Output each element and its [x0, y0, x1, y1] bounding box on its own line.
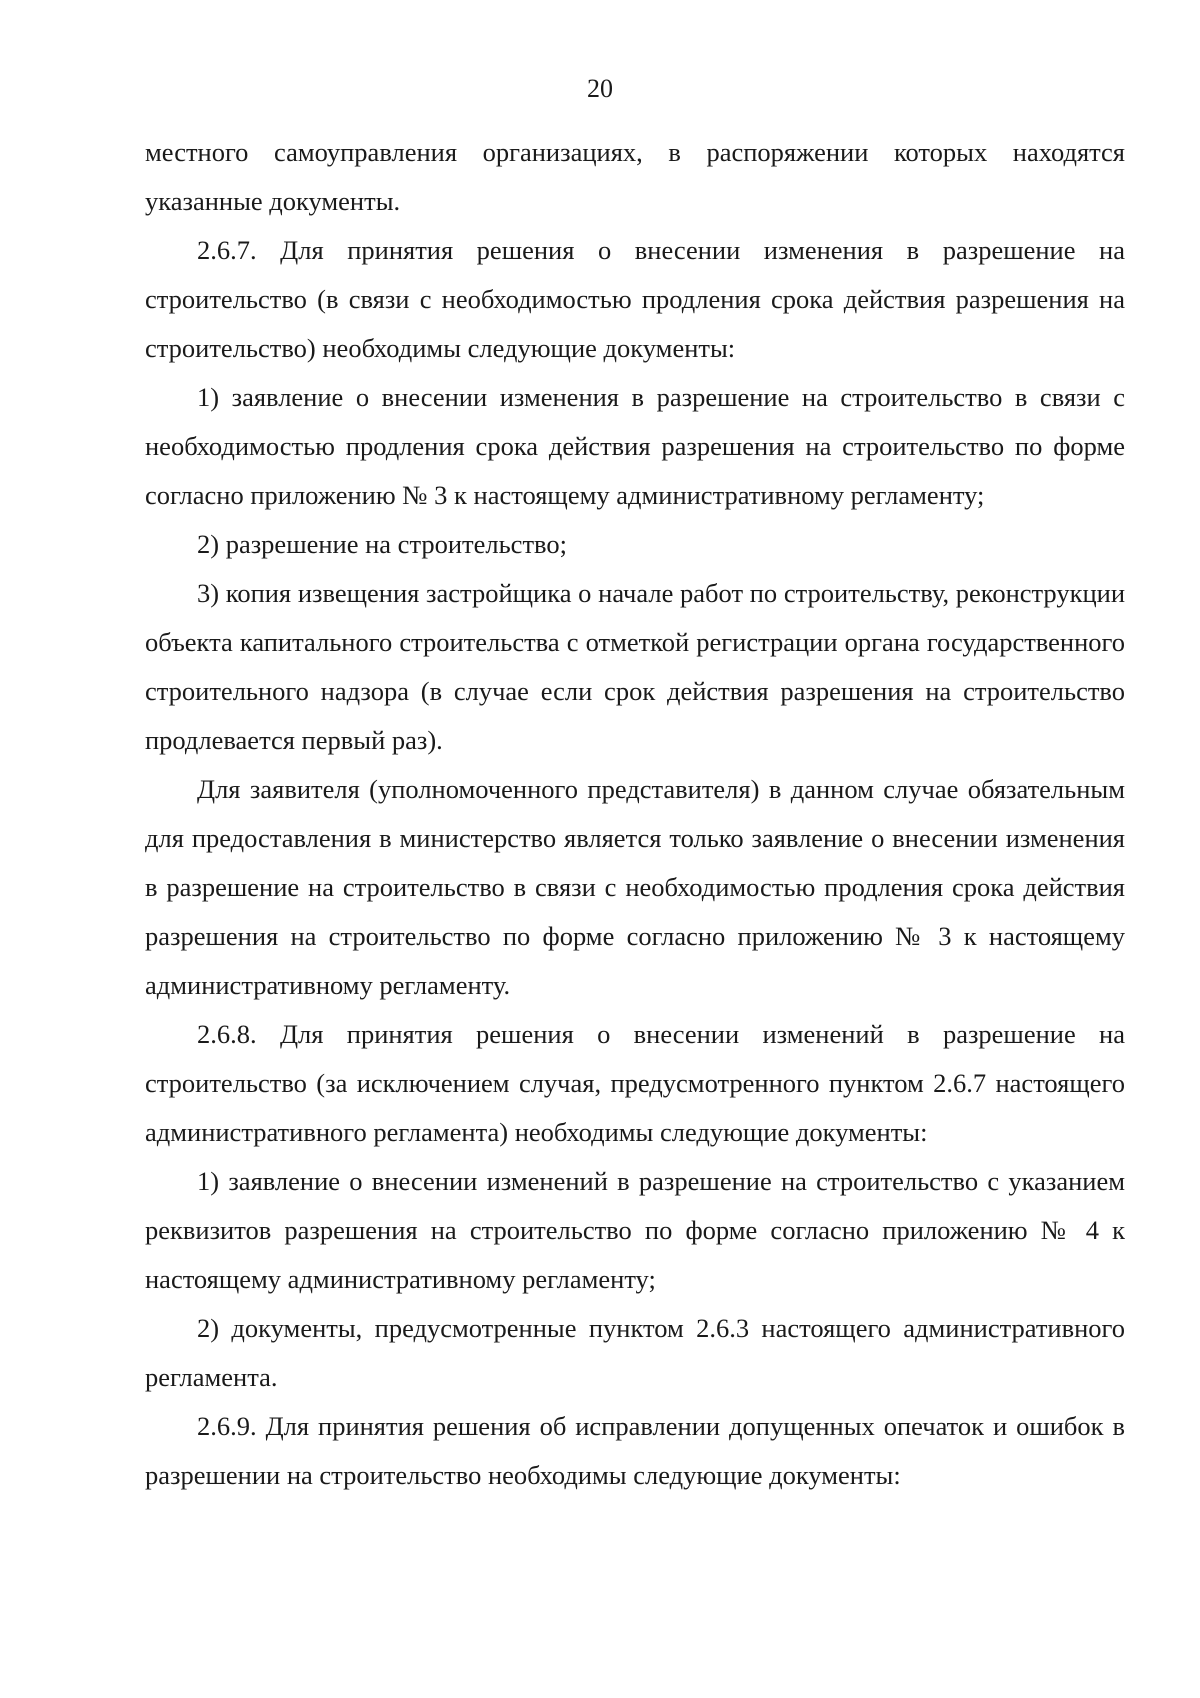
paragraph-2-6-9: 2.6.9. Для принятия решения об исправлении допущенных опечаток и ошибок в разрешении на строительство необходимы следующие документы: [145, 1411, 1125, 1490]
paragraph-2-6-7: 2.6.7. Для принятия решения о внесении изменения в разрешение на строительство (в связи с необходимостью продления срока действия разрешения на строительство) необходимы следующие документы: [145, 235, 1125, 363]
list-item-3-notice-copy: 3) копия извещения застройщика о начале работ по строительству, реконструкции объекта капитального строительства с отметкой регистрации органа государственного строительного надзора (в случае если срок действия разрешения на строительство продлевается первый раз). [145, 578, 1125, 755]
paragraph-continuation: местного самоуправления организациях, в распоряжении которых находятся указанные документы. [145, 137, 1125, 216]
list-item-1-changes-application: 1) заявление о внесении изменений в разрешение на строительство с указанием реквизитов разрешения на строительство по форме согласно приложению № 4 к настоящему административному регламенту; [145, 1166, 1125, 1294]
document-body [145, 128, 1125, 1500]
paragraph-applicant-obligation: Для заявителя (уполномоченного представителя) в данном случае обязательным для предоставления в министерство является только заявление о внесении изменения в разрешение на строительство в связи с необходимостью продления срока действия разрешения на строительство по форме согласно приложению № 3 к настоящему административному регламенту. [145, 774, 1125, 1000]
list-item-1-application: 1) заявление о внесении изменения в разрешение на строительство в связи с необходимостью продления срока действия разрешения на строительство по форме согласно приложению № 3 к настоящему административному регламенту; [145, 382, 1125, 510]
list-item-2-permit: 2) разрешение на строительство; [197, 529, 567, 559]
list-item-2-documents: 2) документы, предусмотренные пунктом 2.6.3 настоящего административного регламента. [145, 1313, 1125, 1392]
paragraph-2-6-8: 2.6.8. Для принятия решения о внесении изменений в разрешение на строительство (за исключением случая, предусмотренного пунктом 2.6.7 настоящего административного регламента) необходимы следующие документы: [145, 1019, 1125, 1147]
page-number: 20 [587, 74, 613, 103]
